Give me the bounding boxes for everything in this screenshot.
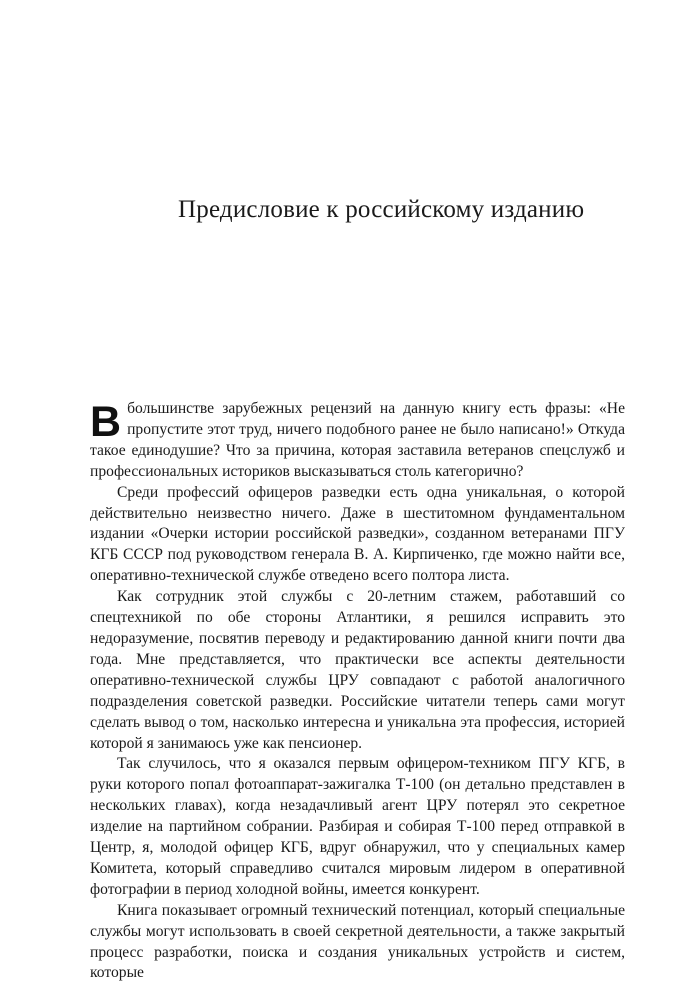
paragraph: Так случилось, что я оказался первым офицером-техником ПГУ КГБ, в руки которого попал фотоаппарат-зажигалка Т-100 (он детально представлен в нескольких главах), когда незадачливый агент ЦРУ потерял это секретное изделие на партийном собрании. Разбирая и собирая Т-100 перед отправкой в Центр, я, молодой офицер КГБ, вдруг обнаружил, что у специальных камер Комитета, который справедливо считался мировым лидером в оперативной фотографии в период холодной войны, имеется конкурент. — [90, 755, 625, 898]
drop-cap: В — [90, 398, 122, 446]
paragraph: Книга показывает огромный технический потенциал, который специальные службы могут использовать в своей секретной деятельности, а также закрытый процесс разработки, поиска и создания уникальных устройств и систем, которые — [90, 901, 625, 982]
body-text — [90, 399, 625, 984]
paragraph — [90, 399, 625, 483]
paragraph: Среди профессий офицеров разведки есть одна уникальная, о которой действительно неизвестно ничего. Даже в шеститомном фундаментальном издании «Очерки истории российской разведки», созданном ветеранами ПГУ КГБ СССР под руководством генерала В. А. Кирпиченко, где можно найти все, оперативно-технической службе отведено всего полтора листа. — [90, 483, 625, 585]
paragraph-text: большинстве зарубежных рецензий на данную книгу есть фразы: «Не пропустите этот труд, ничего подобного ранее не было написано!» Откуда такое единодушие? Что за причина, которая заставила ветеранов спецслужб и профессиональных историков высказываться столь категорично? — [90, 400, 625, 480]
page-title: Предисловие к российскому изданию — [178, 196, 585, 223]
paragraph: Как сотрудник этой службы с 20-летним стажем, работавший со спецтехникой по обе стороны Атлантики, я решился исправить это недоразумение, посвятив переводу и редактированию данной книги почти два года. Мне представляется, что практически все аспекты деятельности оперативно-технической службы ЦРУ совпадают с работой аналогичного подразделения советской разведки. Российские читатели теперь сами могут сделать вывод о том, насколько интересна и уникальна эта профессия, историей которой я занимаюсь уже как пенсионер. — [90, 588, 625, 752]
